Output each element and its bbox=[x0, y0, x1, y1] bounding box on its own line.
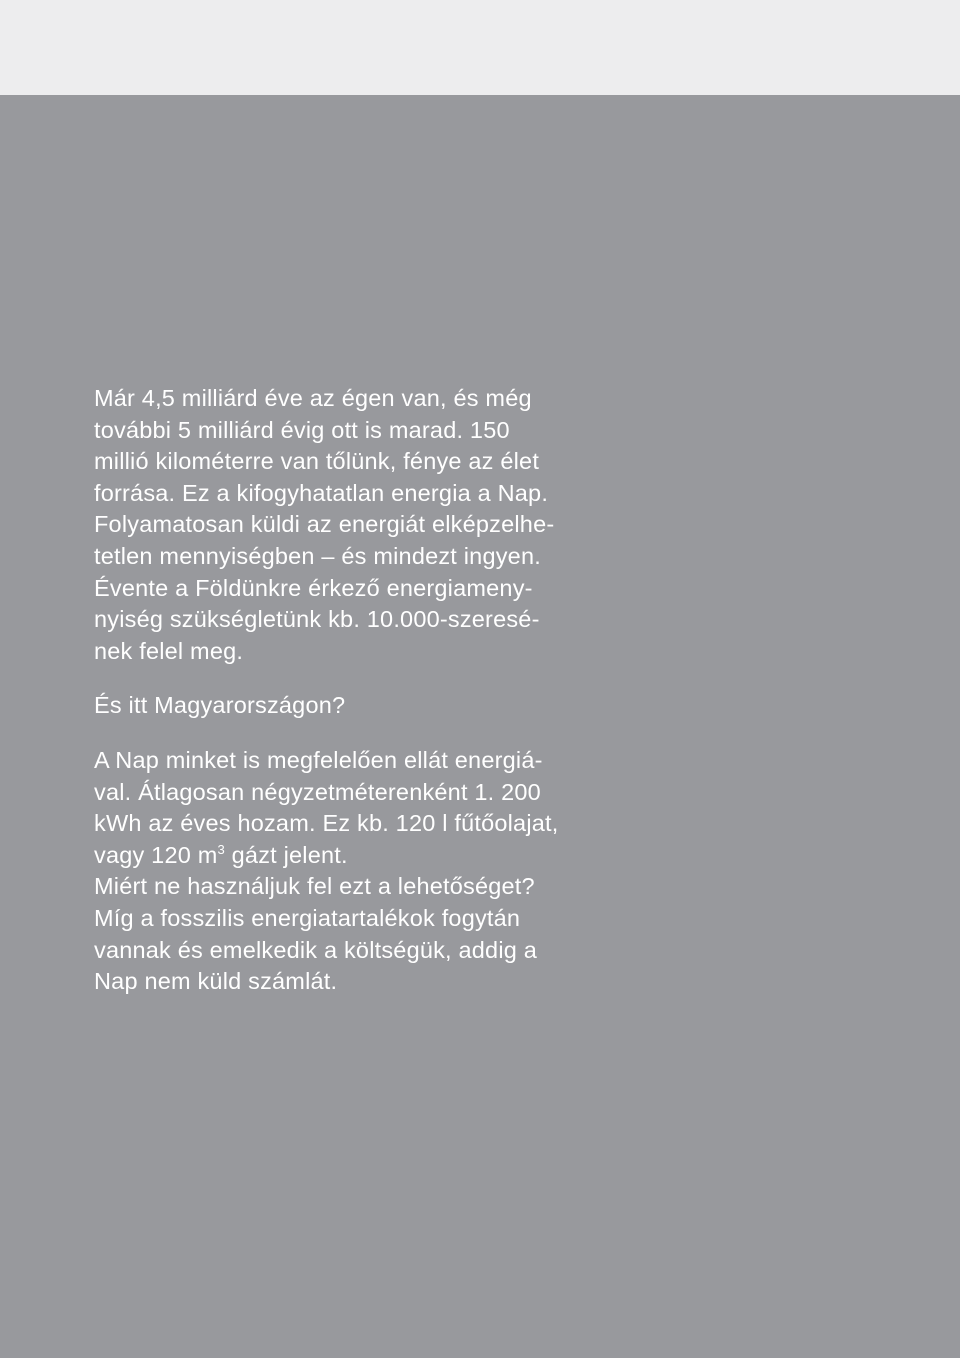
cubic-superscript: 3 bbox=[217, 841, 225, 857]
text-line: millió kilométerre van tőlünk, fénye az élet bbox=[94, 448, 540, 475]
question-line: És itt Magyarországon? bbox=[94, 692, 346, 719]
text-line: val. Átlagosan négyzetméterenként 1. 200 bbox=[94, 778, 541, 805]
gas-line-start: vagy 120 m bbox=[94, 841, 218, 868]
top-margin-strip bbox=[0, 0, 960, 95]
answer-paragraph bbox=[94, 745, 654, 998]
text-line: további 5 milliárd évig ott is marad. 150 bbox=[94, 416, 510, 443]
gas-line-end: gázt jelent. bbox=[224, 841, 348, 868]
text-line: forrása. Ez a kifogyhatatlan energia a Nap. bbox=[94, 479, 549, 506]
text-line: Évente a Földünkre érkező energiameny- bbox=[94, 574, 533, 601]
body-text-block bbox=[94, 383, 654, 998]
text-line: Miért ne használjuk fel ezt a lehetőséget? bbox=[94, 873, 535, 900]
text-line: kWh az éves hozam. Ez kb. 120 l fűtőolajat, bbox=[94, 810, 559, 837]
paragraph-gap bbox=[94, 667, 654, 690]
text-line: Már 4,5 milliárd éve az égen van, és még bbox=[94, 385, 532, 411]
text-line: tetlen mennyiségben – és mindezt ingyen. bbox=[94, 542, 541, 569]
text-line: Nap nem küld számlát. bbox=[94, 968, 338, 995]
text-line: nyiség szükségletünk kb. 10.000-szeresé- bbox=[94, 606, 540, 633]
text-line: Folyamatosan küldi az energiát elképzelhe- bbox=[94, 511, 555, 538]
text-line: Míg a fosszilis energiatartalékok fogytán bbox=[94, 904, 521, 931]
paragraph-gap bbox=[94, 722, 654, 745]
text-line: vannak és emelkedik a költségük, addig a bbox=[94, 936, 538, 963]
text-line: nek felel meg. bbox=[94, 637, 244, 664]
gas-volume-line bbox=[94, 840, 654, 872]
question-paragraph bbox=[94, 690, 654, 722]
text-line: A Nap minket is megfelelően ellát energiá- bbox=[94, 746, 543, 773]
intro-paragraph bbox=[94, 383, 654, 667]
